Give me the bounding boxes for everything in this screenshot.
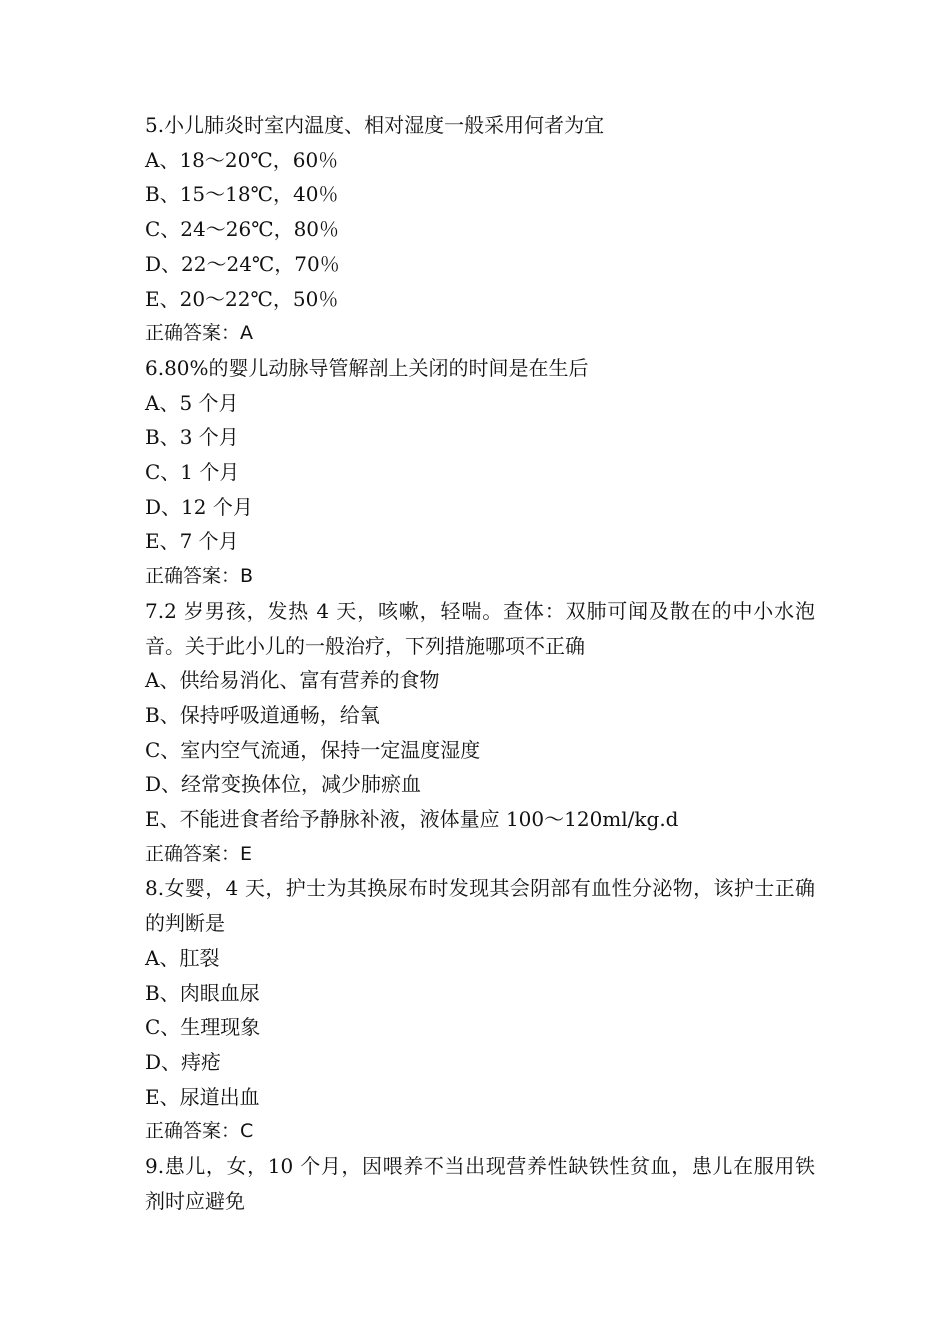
question-stem: 8.女婴，4 天，护士为其换尿布时发现其会阴部有血性分泌物，该护士正确的判断是 — [145, 876, 815, 936]
correct-answer: 正确答案：A — [145, 322, 253, 345]
option-b: B、肉眼血尿 — [145, 980, 260, 1005]
option-d: D、痔疮 — [145, 1049, 222, 1074]
option-e: E、不能进食者给予静脉补液，液体量应 100～120ml/kg.d — [145, 807, 679, 832]
option-e: E、7 个月 — [145, 529, 239, 554]
question-7 — [145, 594, 815, 872]
option-a: A、5 个月 — [145, 390, 239, 415]
question-9 — [145, 1149, 815, 1218]
option-d: D、经常变换体位，减少肺瘀血 — [145, 772, 422, 797]
correct-answer: 正确答案：C — [145, 1120, 254, 1143]
question-6 — [145, 351, 815, 594]
document-page — [145, 108, 815, 1219]
option-a: A、肛裂 — [145, 945, 220, 970]
option-c: C、1 个月 — [145, 460, 240, 485]
option-c: C、生理现象 — [145, 1015, 261, 1040]
question-stem: 6.80%的婴儿动脉导管解剖上关闭的时间是在生后 — [145, 355, 589, 380]
option-e: E、20～22℃，50％ — [145, 286, 339, 311]
option-a: A、18～20℃，60％ — [145, 147, 339, 172]
option-b: B、15～18℃，40％ — [145, 182, 339, 207]
option-d: D、12 个月 — [145, 494, 253, 519]
question-8 — [145, 871, 815, 1149]
option-d: D、22～24℃，70％ — [145, 251, 340, 276]
option-b: B、3 个月 — [145, 425, 239, 450]
option-c: C、24～26℃，80％ — [145, 217, 340, 242]
correct-answer: 正确答案：E — [145, 842, 253, 865]
option-e: E、尿道出血 — [145, 1084, 260, 1109]
option-b: B、保持呼吸道通畅，给氧 — [145, 702, 380, 727]
question-stem: 9.患儿，女，10 个月，因喂养不当出现营养性缺铁性贫血，患儿在服用铁剂时应避免 — [145, 1154, 815, 1213]
option-c: C、室内空气流通，保持一定温度湿度 — [145, 737, 481, 762]
question-5 — [145, 108, 815, 351]
question-stem: 7.2 岁男孩，发热 4 天，咳嗽，轻喘。查体：双肺可闻及散在的中小水泡音。关于此小儿的一般治疗，下列措施哪项不正确 — [145, 598, 815, 658]
question-stem: 5.小儿肺炎时室内温度、相对湿度一般采用何者为宜 — [145, 113, 605, 137]
correct-answer: 正确答案：B — [145, 565, 254, 588]
option-a: A、供给易消化、富有营养的食物 — [145, 668, 440, 693]
